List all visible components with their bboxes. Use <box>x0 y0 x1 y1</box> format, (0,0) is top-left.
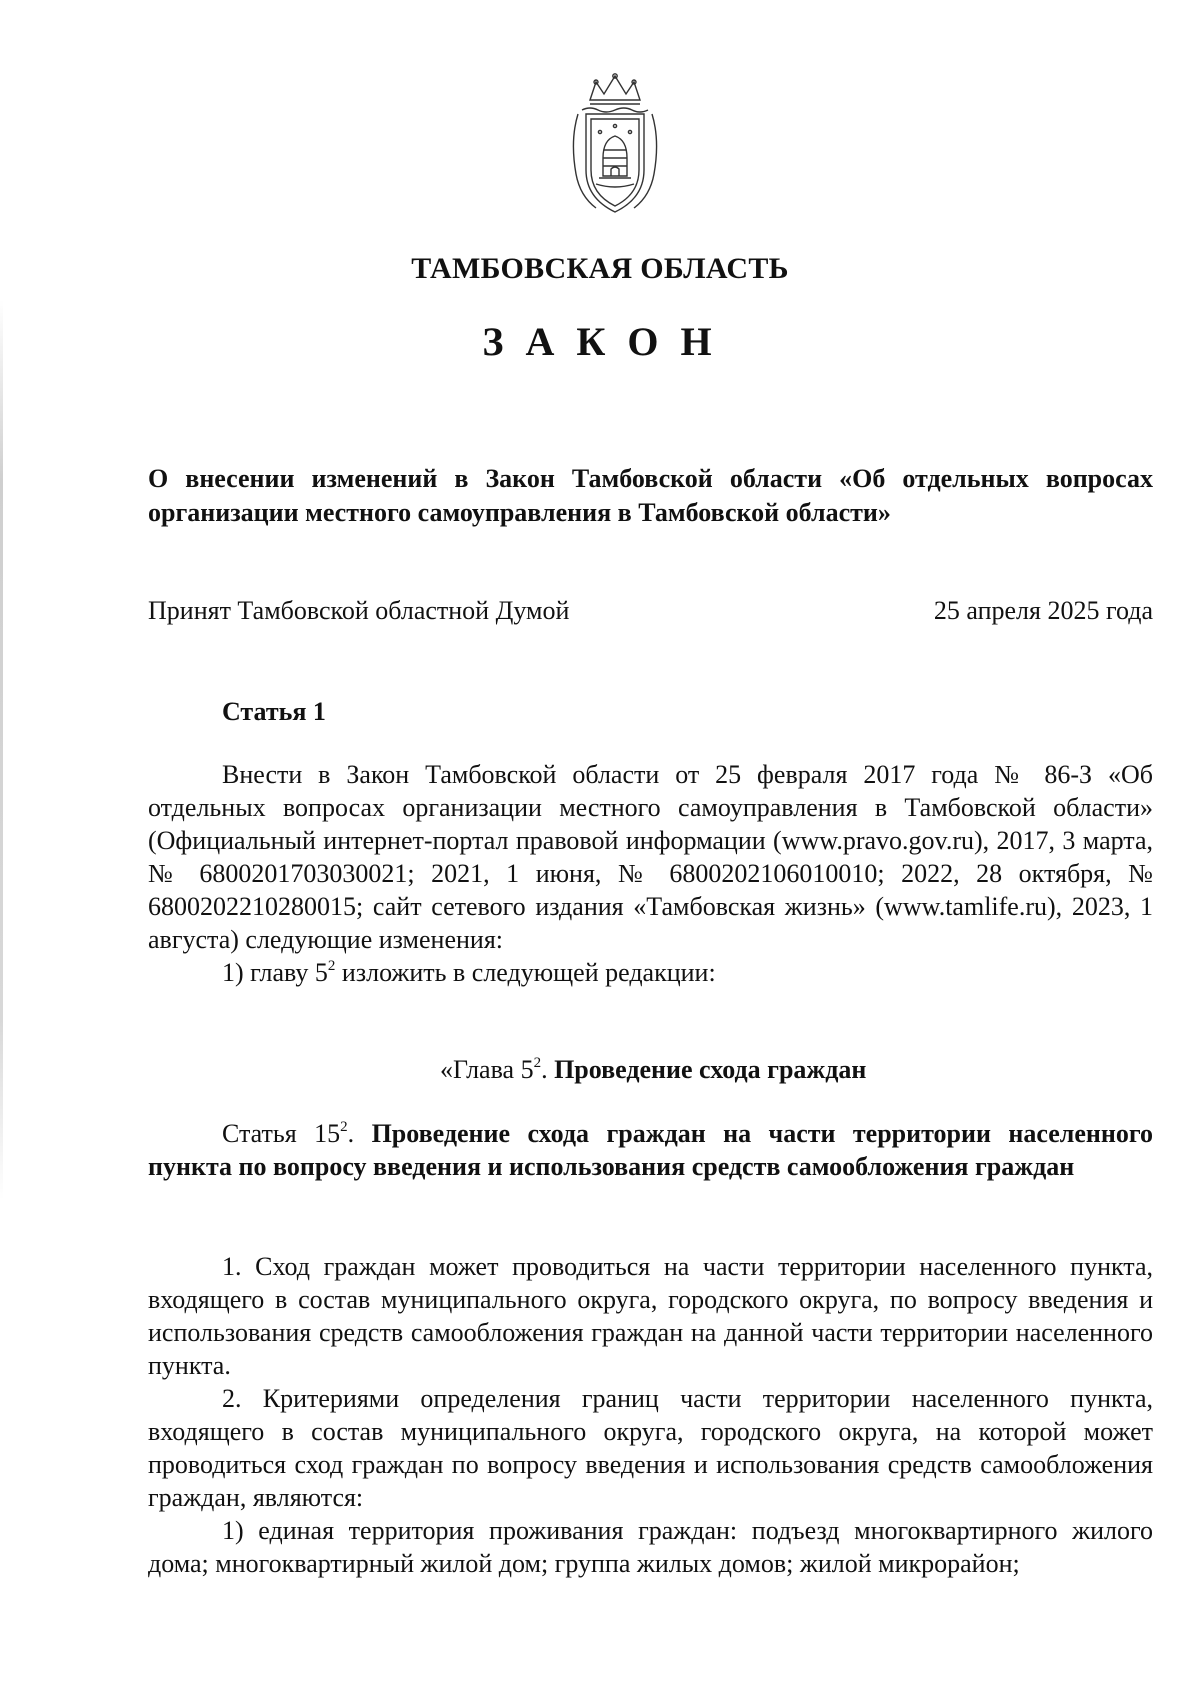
chapter-dot: . <box>541 1055 555 1084</box>
coat-of-arms-icon <box>560 70 670 220</box>
adopted-date: 25 апреля 2025 года <box>933 596 1153 625</box>
article-15-heading <box>148 1117 1153 1183</box>
amendment-item-1-sup: 2 <box>327 958 336 974</box>
paragraph-1: 1. Сход граждан может проводиться на части территории населенного пункта, входящего в состав муниципального округа, городского округа, по вопросу введения и использования средств самообложения граждан на данной части территории населенного пункта. <box>148 1252 1153 1380</box>
article-15-body <box>148 1250 1153 1580</box>
article-15-sup: 2 <box>340 1119 348 1135</box>
document-title: О внесении изменений в Закон Тамбовской области «Об отдельных вопросах организации местного самоуправления в Тамбовской области» <box>148 464 1153 527</box>
paragraph-2: 2. Критериями определения границ части территории населенного пункта, входящего в состав муниципального округа, городского округа, на которой может проводиться сход граждан по вопросу введения и использования средств самообложения граждан, являются: <box>148 1384 1153 1512</box>
article-1-text: Внести в Закон Тамбовской области от 25 февраля 2017 года № 86-З «Об отдельных вопросах организации местного самоуправления в Тамбовской области» (Официальный интернет-портал правовой информации (www.pravo.gov.ru), 2017, 3 марта, № 6800201703030021; 2021, 1 июня, № 6800202106010010; 2022, 28 октября, № 6800202210280015; сайт сетевого издания «Тамбовская жизнь» (www.tamlife.ru), 2023, 1 августа) следующие изменения: <box>148 760 1153 954</box>
chapter-title: Проведение схода граждан <box>554 1055 867 1084</box>
article-15-prefix: Статья 15 <box>222 1119 341 1148</box>
region-name: ТАМБОВСКАЯ ОБЛАСТЬ <box>411 252 789 285</box>
amendment-item-1-prefix: 1) главу 5 <box>222 958 328 987</box>
paragraph-3: 1) единая территория проживания граждан: подъезд многоквартирного жилого дома; многоквартирный жилой дом; группа жилых домов; жилой микрорайон; <box>148 1516 1153 1578</box>
chapter-sup: 2 <box>533 1055 542 1071</box>
amendment-item-1 <box>148 956 1153 989</box>
chapter-prefix: «Глава 5 <box>440 1055 534 1084</box>
adopted-by: Принят Тамбовской областной Думой <box>148 596 570 625</box>
article-1-body <box>148 758 1153 989</box>
article-15-dot: . <box>347 1119 372 1148</box>
article-15-title: Проведение схода граждан на части территории населенного пункта по вопросу введения и использования средств самообложения граждан <box>148 1119 1153 1181</box>
chapter-heading <box>0 1055 1200 1085</box>
article-1-heading: Статья 1 <box>222 697 326 726</box>
adoption-line <box>148 596 1153 626</box>
document-type: З А К О Н <box>482 319 718 364</box>
amendment-item-1-suffix: изложить в следующей редакции: <box>335 958 716 987</box>
